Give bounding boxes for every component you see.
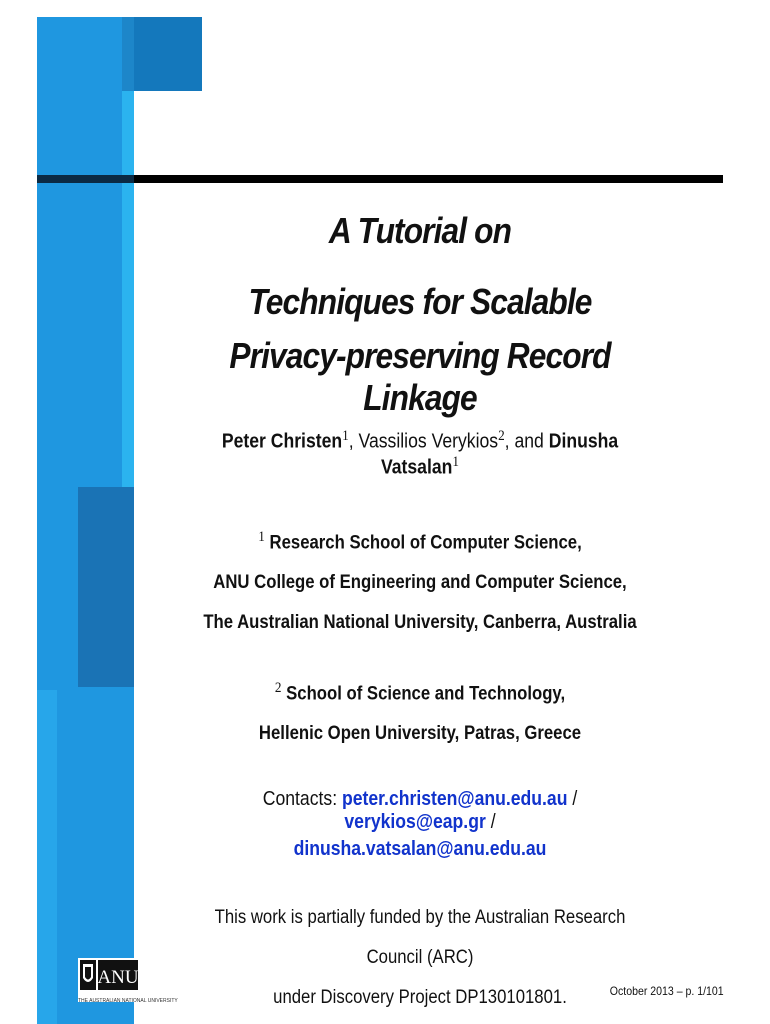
affiliation-sup: 1: [258, 529, 265, 545]
funding-note: [191, 898, 649, 1018]
blue-side-block: [78, 487, 134, 687]
affiliation-1: [191, 517, 649, 643]
slide-footer: October 2013 – p. 1/101: [609, 984, 724, 998]
author-sup: 1: [452, 453, 460, 470]
contacts-separator: /: [567, 788, 578, 810]
contacts-line-2: [191, 838, 649, 861]
affiliation-line: The Australian National University, Canberra, Australia: [203, 612, 637, 634]
anu-logo: [78, 958, 140, 1002]
email-link[interactable]: peter.christen@anu.edu.au: [341, 788, 568, 810]
header-rule: [37, 175, 723, 183]
affiliation-text: School of Science and Technology,: [286, 683, 566, 705]
blue-top-block-inner: [134, 17, 202, 91]
email-link[interactable]: dinusha.vatsalan@anu.edu.au: [293, 838, 547, 860]
author-sup: 1: [342, 428, 349, 444]
blue-side-block: [37, 690, 57, 1024]
affiliation-line: [191, 668, 649, 714]
affiliation-2: [191, 668, 649, 754]
contacts-line: [191, 788, 649, 834]
affiliation-line: [191, 517, 649, 563]
funding-line: under Discovery Project DP130101801.: [273, 987, 567, 1008]
author-sup: 2: [498, 428, 505, 444]
author-separator: , and: [504, 430, 549, 453]
header-rule-shade: [37, 175, 134, 183]
authors-line: [191, 428, 649, 479]
logo-caption: THE AUSTRALIAN NATIONAL UNIVERSITY: [78, 998, 178, 1004]
affiliation-text: Research School of Computer Science,: [269, 532, 582, 554]
contacts-label: Contacts:: [262, 788, 342, 810]
funding-line: This work is partially funded by the Australian Research Council (ARC): [214, 907, 626, 968]
slide-title-line-1: A Tutorial on: [328, 210, 512, 251]
logo-text: ANU: [97, 967, 139, 988]
author-name: Dinusha Vatsalan: [380, 430, 619, 479]
affiliation-line: ANU College of Engineering and Computer Science,: [213, 572, 627, 594]
slide-title-line-3: Privacy-preserving Record Linkage: [229, 335, 611, 418]
author-name: Vassilios Verykios: [358, 430, 499, 453]
contacts-separator: /: [485, 811, 496, 833]
affiliation-sup: 2: [274, 680, 282, 696]
affiliation-line: Hellenic Open University, Patras, Greece: [258, 723, 582, 745]
slide-title-line-2: Techniques for Scalable: [248, 281, 592, 322]
email-link[interactable]: verykios@eap.gr: [344, 811, 486, 833]
author-separator: ,: [348, 430, 359, 453]
author-name: Peter Christen: [221, 430, 343, 453]
